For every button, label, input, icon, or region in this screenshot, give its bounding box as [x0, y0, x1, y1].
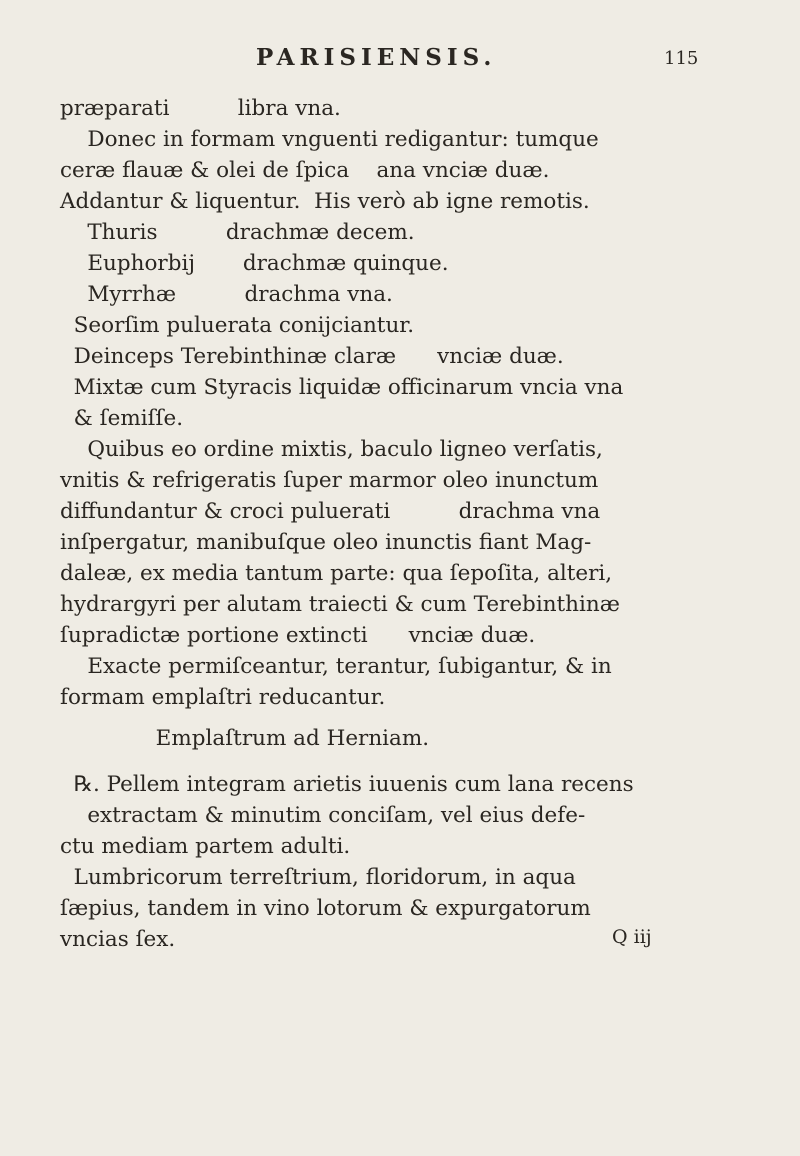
text-line: Euphorbij drachmæ quinque.: [60, 251, 449, 276]
text-line: vncias ſex.: [60, 927, 176, 952]
text-line: Deinceps Terebinthinæ claræ vnciæ duæ.: [60, 344, 564, 369]
text-line: Seorſim puluerata conijciantur.: [60, 313, 415, 338]
text-line: Quibus eo ordine mixtis, baculo ligneo verſatis,: [60, 437, 603, 462]
text-line: Donec in formam vnguenti redigantur: tumque: [60, 127, 599, 152]
text-line: extractam & minutim conciſam, vel eius defe-: [60, 803, 586, 828]
text-line: vnitis & refrigeratis ſuper marmor oleo inunctum: [60, 468, 599, 493]
catchword: Q iij: [612, 926, 652, 948]
text-line: hydrargyri per alutam traiecti & cum Terebinthinæ: [60, 592, 620, 617]
text-line: Thuris drachmæ decem.: [60, 220, 415, 245]
text-line: Mixtæ cum Styracis liquidæ officinarum vncia vna: [60, 375, 624, 400]
text-line: & ſemiſſe.: [60, 406, 184, 431]
page-number: 115: [664, 48, 699, 69]
text-line: formam emplaſtri reducantur.: [60, 685, 386, 710]
text-line: ſæpius, tandem in vino lotorum & expurgatorum: [60, 896, 591, 921]
text-line: daleæ, ex media tantum parte: qua ſepoſita, alteri,: [60, 561, 613, 586]
text-line: inſpergatur, manibuſque oleo inunctis fiant Mag-: [60, 530, 592, 555]
text-line: præparati libra vna.: [60, 96, 341, 121]
text-line: ſupradictæ portione extincti vnciæ duæ.: [60, 623, 536, 648]
text-line: ℞. Pellem integram arietis iuuenis cum lana recens: [60, 772, 634, 797]
text-line: ceræ flauæ & olei de ſpica ana vnciæ duæ.: [60, 158, 550, 183]
text-line: Exacte permiſceantur, terantur, ſubigantur, & in: [60, 654, 612, 679]
running-title: PARISIENSIS.: [256, 44, 497, 71]
text-line: Addantur & liquentur. His verò ab igne remotis.: [60, 189, 590, 214]
text-line: diffundantur & croci puluerati drachma vna: [60, 499, 601, 524]
text-line: Lumbricorum terreſtrium, floridorum, in aqua: [60, 865, 576, 890]
text-line: ctu mediam partem adulti.: [60, 834, 351, 859]
section-heading: Emplaſtrum ad Herniam.: [60, 726, 430, 751]
page-header: [0, 44, 800, 84]
text-line: Myrrhæ drachma vna.: [60, 282, 393, 307]
